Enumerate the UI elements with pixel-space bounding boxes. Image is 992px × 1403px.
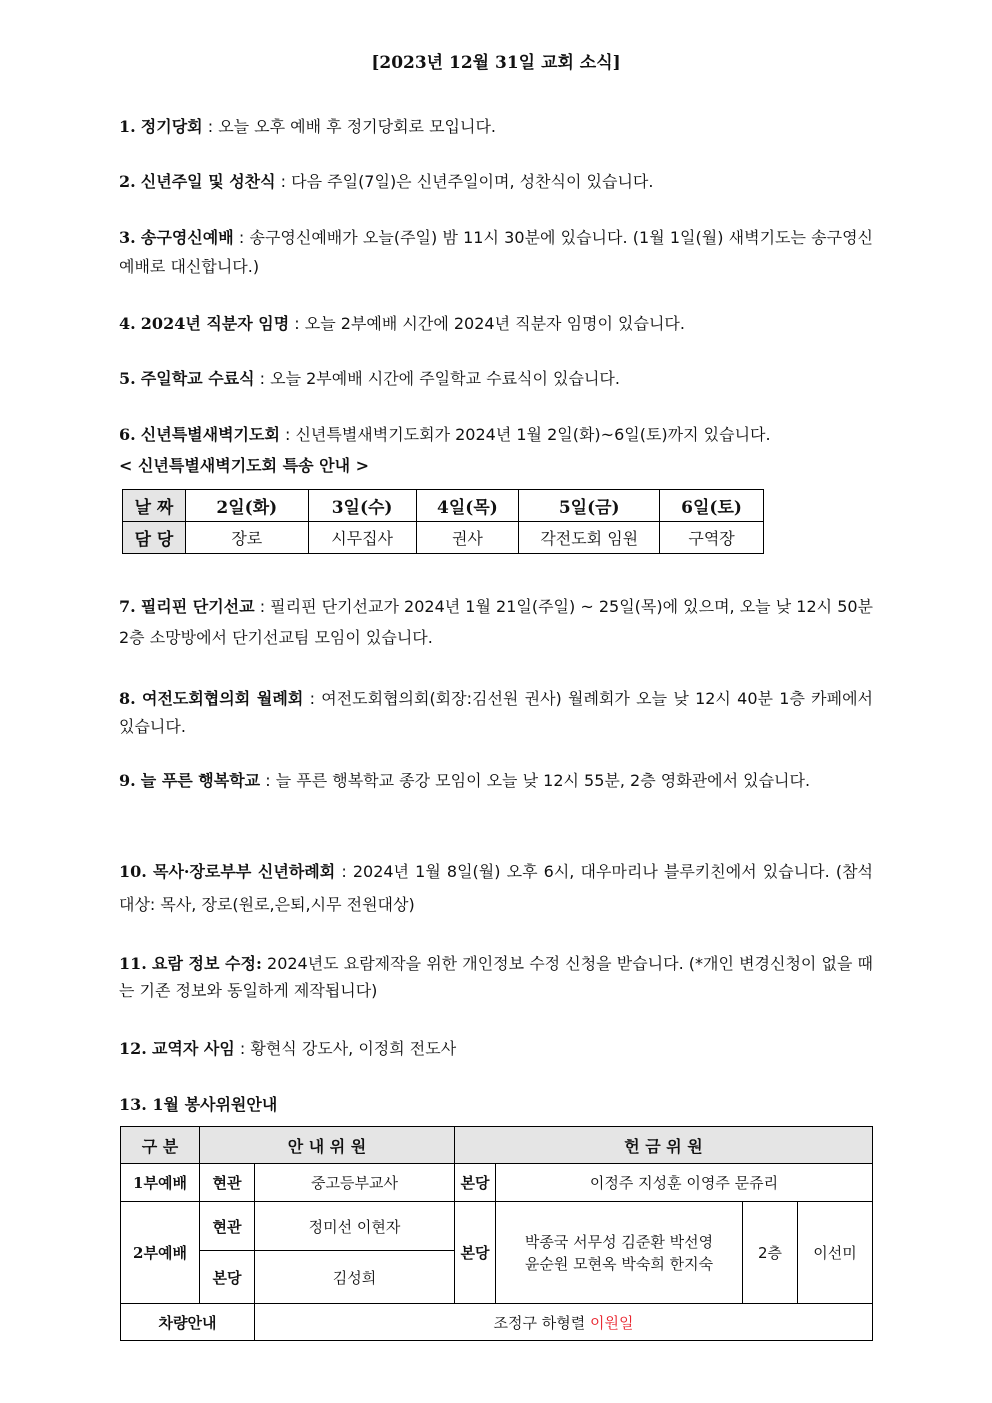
special-hymn-title: < 신년특별새벽기도회 특송 안내 >: [119, 456, 370, 475]
item-heading: 신년특별새벽기도회: [140, 425, 280, 444]
guide-location: 본당: [200, 1251, 255, 1304]
item-text: : 황현식 강도사, 이정희 전도사: [234, 1039, 457, 1058]
date-label: 날 짜: [123, 490, 186, 522]
item-heading: 송구영신예배: [140, 228, 234, 247]
date-cell: 6일(토): [660, 490, 764, 522]
item-heading: 교역자 사임: [151, 1039, 235, 1058]
item-number: 5.: [119, 369, 136, 388]
news-item-8: [119, 685, 873, 741]
item-heading: 요람 정보 수정:: [151, 954, 262, 973]
guide-header: 안 내 위 원: [200, 1127, 455, 1164]
duty-cell: 구역장: [660, 522, 764, 554]
item-heading: 2024년 직분자 임명: [140, 314, 290, 333]
item-number: 12.: [119, 1039, 147, 1058]
item-number: 7.: [119, 597, 136, 616]
item-text: : 다음 주일(7일)은 신년주일이며, 성찬식이 있습니다.: [275, 172, 654, 191]
item-text: 2024년도 요람제작을 위한 개인정보 수정 신청을 받습니다. (*개인 변경신청이 없을 때는 기존 정보와 동일하게 제작됩니다): [119, 954, 873, 1000]
duty-cell: 시무집사: [308, 522, 416, 554]
news-item-1: [119, 112, 873, 142]
duty-cell: 장로: [185, 522, 308, 554]
news-item-12: [119, 1034, 873, 1064]
guide-names: 정미선 이현자: [255, 1202, 455, 1251]
category-header: 구 분: [121, 1127, 200, 1164]
item-text: : 필리핀 단기선교가 2024년 1월 21일(주일) ~ 25일(목)에 있으며, 오늘 낮 12시 50분 2층 소망방에서 단기선교팀 모임이 있습니다.: [119, 597, 874, 647]
item-heading: 주일학교 수료식: [140, 369, 255, 388]
item-number: 2.: [119, 172, 136, 191]
guide-location: 현관: [200, 1164, 255, 1202]
news-item-5: [119, 364, 873, 394]
page-title: [2023년 12월 31일 교회 소식]: [371, 53, 621, 73]
table-row: [121, 1202, 873, 1251]
item-number: 3.: [119, 228, 136, 247]
guide-names: 김성희: [255, 1251, 455, 1304]
date-cell: 4일(목): [416, 490, 519, 522]
vehicle-name-red: 이원일: [590, 1313, 634, 1332]
news-item-2: [119, 167, 873, 197]
duty-cell: 각전도회 임원: [519, 522, 660, 554]
duty-cell: 권사: [416, 522, 519, 554]
item-text: : 여전도회협의회(회장:김선원 권사) 월례회가 오늘 낮 12시 40분 1층 카페에서 있습니다.: [119, 689, 873, 736]
table-row: [121, 1304, 873, 1341]
item-number: 9.: [119, 771, 136, 790]
service-name: 2부예배: [121, 1202, 200, 1304]
news-item-10: [119, 855, 873, 921]
news-item-11: [119, 950, 873, 1004]
offering-location: 본당: [455, 1202, 496, 1304]
table-row: [123, 522, 764, 554]
item-heading: 필리핀 단기선교: [140, 597, 255, 616]
news-item-3: [119, 223, 873, 281]
service-name: 1부예배: [121, 1164, 200, 1202]
item-number: 11.: [119, 954, 147, 973]
item-number: 10.: [119, 862, 147, 881]
offering-names-line: 박종국 서무성 김준환 박선영: [524, 1232, 714, 1251]
guide-names: 중고등부교사: [255, 1164, 455, 1202]
news-item-9: [119, 765, 873, 797]
offering-names: [496, 1202, 743, 1304]
date-cell: 3일(수): [308, 490, 416, 522]
item-text: : 2024년 1월 8일(월) 오후 6시, 대우마리나 블루키친에서 있습니다. (참석대상: 목사, 장로(원로,은퇴,시무 전원대상): [119, 862, 873, 914]
offering-header: 헌 금 위 원: [455, 1127, 873, 1164]
item-heading: 늘 푸른 행복학교: [140, 771, 261, 790]
item-text: : 오늘 오후 예배 후 정기당회로 모입니다.: [202, 117, 496, 136]
item-heading: 신년주일 및 성찬식: [140, 172, 276, 191]
item-number: 6.: [119, 425, 136, 444]
news-item-4: [119, 309, 873, 339]
section-13-title: 13. 1월 봉사위원안내: [119, 1095, 278, 1114]
guide-location: 현관: [200, 1202, 255, 1251]
special-hymn-table: [122, 489, 764, 554]
date-cell: 5일(금): [519, 490, 660, 522]
table-row: [121, 1164, 873, 1202]
floor-label: 2층: [743, 1202, 798, 1304]
item-number: 1.: [119, 117, 136, 136]
item-number: 8.: [119, 689, 136, 708]
vehicle-label: 차량안내: [121, 1304, 255, 1341]
duty-label: 담 당: [123, 522, 186, 554]
item-text: : 신년특별새벽기도회가 2024년 1월 2일(화)~6일(토)까지 있습니다.: [279, 425, 771, 444]
item-text: : 오늘 2부예배 시간에 2024년 직분자 임명이 있습니다.: [289, 314, 685, 333]
item-text: : 늘 푸른 행복학교 종강 모임이 오늘 낮 12시 55분, 2층 영화관에서 있습니다.: [260, 771, 811, 790]
vehicle-names: [255, 1304, 873, 1341]
item-number: 4.: [119, 314, 136, 333]
news-item-7: [119, 591, 873, 653]
service-committee-table: [120, 1126, 873, 1341]
news-item-6: [119, 420, 873, 450]
vehicle-names-black: 조정구 하형렬: [493, 1313, 586, 1332]
table-header-row: [121, 1127, 873, 1164]
table-row: [123, 490, 764, 522]
offering-names-line: 윤순원 모현옥 박숙희 한지숙: [524, 1254, 714, 1273]
item-heading: 여전도회협의회 월례회: [141, 689, 304, 708]
item-text: : 오늘 2부예배 시간에 주일학교 수료식이 있습니다.: [254, 369, 620, 388]
offering-location: 본당: [455, 1164, 496, 1202]
item-heading: 목사·장로부부 신년하례회: [152, 862, 336, 881]
item-text: : 송구영신예배가 오늘(주일) 밤 11시 30분에 있습니다. (1월 1일(월) 새벽기도는 송구영신예배로 대신합니다.): [119, 228, 873, 276]
floor-name: 이선미: [798, 1202, 873, 1304]
offering-names: 이정주 지성훈 이영주 문쥬리: [496, 1164, 873, 1202]
item-heading: 정기당회: [140, 117, 203, 136]
date-cell: 2일(화): [185, 490, 308, 522]
